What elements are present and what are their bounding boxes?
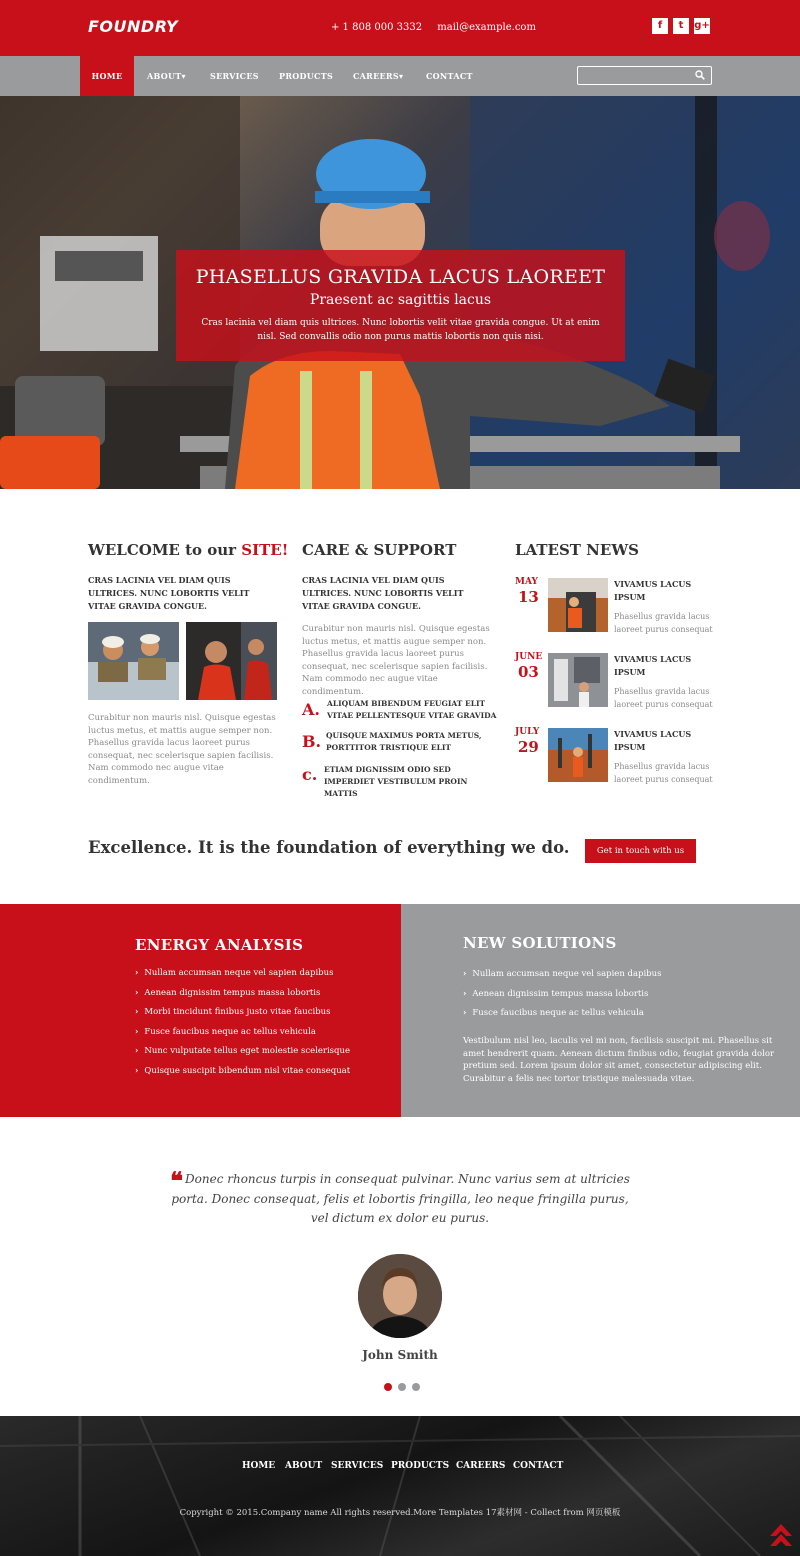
hero-subtitle: Praesent ac sagittis lacus (309, 292, 492, 308)
solutions-title: NEW SOLUTIONS (463, 934, 617, 952)
footer-nav-contact[interactable]: CONTACT (513, 1461, 564, 1471)
hero-text: Cras lacinia vel diam quis ultrices. Nunc lobortis velit vitae gravida congue. Ut at enim nisl. Sed convallis odio non purus mattis lobortis non quis nisi. (201, 318, 600, 342)
chevron-right-icon: › (135, 1007, 139, 1017)
energy-item-text: Fusce faucibus neque ac tellus vehicula (144, 1027, 316, 1037)
caret-down-icon: ▾ (398, 71, 404, 81)
energy-list-item (135, 1027, 316, 1037)
copyright-text: Copyright © 2015.Company name All rights reserved.More Templates 17素材网 - Collect from 网页模板 (179, 1508, 621, 1518)
footer-nav-careers[interactable]: CAREERS (456, 1461, 506, 1471)
solutions-list-item (463, 989, 648, 999)
welcome-body: Curabitur non mauris nisl. Quisque egestas luctus metus, et mattis augue semper non. Phasellus gravida lacus laoreet purus consequat, nec scelerisque sapien facilisis. Nam commodo nec augue vitae condimentum. (88, 713, 276, 786)
welcome-photo-1 (88, 622, 179, 700)
chevron-right-icon: › (135, 1027, 139, 1037)
nav-careers-label: CAREERS (353, 71, 399, 81)
footer-nav-about[interactable]: ABOUT (285, 1461, 323, 1471)
news-thumb-2[interactable] (548, 653, 608, 707)
news-day: 29 (518, 738, 539, 756)
footer (0, 1416, 800, 1556)
solutions-list-item (463, 1008, 644, 1018)
news-item-title[interactable]: VIVAMUS LACUS IPSUM (614, 729, 692, 752)
energy-analysis-panel (0, 904, 401, 1117)
solutions-list-item (463, 969, 661, 979)
energy-list-item (135, 1066, 350, 1076)
welcome-title-highlight: SITE! (241, 541, 289, 559)
nav-home-label: HOME (91, 71, 123, 81)
social-links (652, 18, 710, 34)
news-title: LATEST NEWS (515, 541, 639, 559)
care-title: CARE & SUPPORT (302, 541, 457, 559)
list-letter-b: B. (302, 732, 322, 751)
email-link[interactable]: mail@example.com (437, 22, 536, 33)
caret-down-icon: ▾ (181, 71, 186, 81)
facebook-icon[interactable]: f (652, 18, 668, 34)
carousel-dot[interactable] (398, 1383, 406, 1391)
avatar (358, 1254, 442, 1338)
news-item-text: Phasellus gravida lacus laoreet purus consequat (614, 762, 713, 784)
energy-item-text: Nullam accumsan neque vel sapien dapibus (144, 968, 334, 978)
news-item-text: Phasellus gravida lacus laoreet purus consequat (614, 612, 713, 634)
nav-products[interactable] (279, 56, 333, 96)
footer-background-image (0, 1416, 800, 1556)
nav-careers[interactable] (353, 56, 403, 96)
energy-title: ENERGY ANALYSIS (135, 936, 304, 954)
quote-text: Donec rhoncus turpis in consequat pulvinar. Nunc varius sem at ultricies porta. Donec consequat, felis et lobortis fringilla, leo neque fringilla purus, vel dictum ex dolor eu purus. (171, 1172, 630, 1225)
nav-home[interactable] (80, 56, 134, 96)
news-thumb-1[interactable] (548, 578, 608, 632)
chevron-right-icon: › (463, 989, 467, 999)
nav-services-label: SERVICES (210, 71, 259, 81)
main-nav (0, 56, 800, 96)
energy-item-text: Morbi tincidunt finibus justo vitae faucibus (144, 1007, 331, 1017)
energy-item-text: Nunc vulputate tellus eget molestie scelerisque (144, 1046, 350, 1056)
energy-list-item (135, 988, 320, 998)
solutions-paragraph: Vestibulum nisl leo, iaculis vel mi non, facilisis suscipit mi. Phasellus sit amet hendrerit quam. Aenean dictum finibus odio, feugiat gravida dolor pretium sed. Lorem ipsum dolor sit amet, consectetur adipiscing elit. Curabitur a felis nec tortor tristique malesuada vitae. (463, 1036, 775, 1084)
energy-list-item (135, 1046, 350, 1056)
care-list-item: ETIAM DIGNISSIM ODIO SED IMPERDIET VESTIBULUM PROIN MATTIS (324, 765, 468, 798)
avatar-image (358, 1254, 442, 1338)
news-thumb-3[interactable] (548, 728, 608, 782)
footer-nav-home[interactable]: HOME (242, 1461, 276, 1471)
welcome-photo-2 (186, 622, 277, 700)
quote-icon: ❝ (170, 1166, 184, 1195)
hero-banner (0, 96, 800, 489)
news-item-text: Phasellus gravida lacus laoreet purus consequat (614, 687, 713, 709)
care-lead: CRAS LACINIA VEL DIAM QUIS ULTRICES. NUNC LOBORTIS VELIT VITAE GRAVIDA CONGUE. (302, 575, 464, 611)
search-input[interactable] (577, 66, 712, 85)
news-month: JULY (515, 727, 540, 737)
solutions-item-text: Fusce faucibus neque ac tellus vehicula (472, 1008, 644, 1018)
back-to-top-icon[interactable] (770, 1524, 792, 1552)
hero-caption (176, 250, 625, 361)
chevron-right-icon: › (463, 1008, 467, 1018)
welcome-title (88, 541, 288, 559)
chevron-right-icon: › (463, 969, 467, 979)
google-plus-icon[interactable]: g+ (694, 18, 710, 34)
care-list-item: ALIQUAM BIBENDUM FEUGIAT ELIT VITAE PELLENTESQUE VITAE GRAVIDA (327, 699, 497, 720)
search-icon[interactable] (695, 70, 705, 80)
welcome-title-text: WELCOME to our (88, 541, 237, 559)
nav-services[interactable] (210, 56, 259, 96)
carousel-dot[interactable] (412, 1383, 420, 1391)
solutions-item-text: Nullam accumsan neque vel sapien dapibus (472, 969, 662, 979)
news-day: 13 (518, 588, 539, 606)
energy-item-text: Aenean dignissim tempus massa lobortis (144, 988, 321, 998)
testimonial-author: John Smith (362, 1348, 438, 1362)
nav-contact[interactable] (426, 56, 473, 96)
energy-item-text: Quisque suscipit bibendum nisl vitae consequat (144, 1066, 351, 1076)
chevron-right-icon: › (135, 988, 139, 998)
care-body: Curabitur non mauris nisl. Quisque egestas luctus metus, et mattis augue semper non. Phasellus gravida lacus laoreet purus consequat, nec scelerisque sapien facilisis. Nam commodo nec augue vitae condimentum. (302, 624, 490, 697)
solutions-item-text: Aenean dignissim tempus massa lobortis (472, 989, 649, 999)
list-letter-a: A. (302, 700, 320, 719)
tagline: Excellence. It is the foundation of everything we do. (88, 838, 570, 857)
new-solutions-panel (401, 904, 800, 1117)
twitter-icon[interactable]: t (673, 18, 689, 34)
care-list-item: QUISQUE MAXIMUS PORTA METUS, PORTTITOR TRISTIQUE ELIT (326, 731, 482, 752)
top-bar (0, 0, 800, 56)
energy-list-item (135, 968, 333, 978)
carousel-dot[interactable] (384, 1383, 392, 1391)
news-day: 03 (518, 663, 539, 681)
list-letter-c: c. (302, 765, 318, 784)
news-item-title[interactable]: VIVAMUS LACUS IPSUM (614, 579, 692, 602)
news-month: MAY (515, 577, 538, 587)
nav-about[interactable] (147, 56, 186, 96)
nav-products-label: PRODUCTS (279, 71, 334, 81)
news-item-title[interactable]: VIVAMUS LACUS IPSUM (614, 654, 692, 677)
phone-number: + 1 808 000 3332 (331, 22, 423, 33)
energy-list-item (135, 1007, 330, 1017)
news-month: JUNE (515, 652, 543, 662)
contact-info (331, 22, 548, 33)
nav-contact-label: CONTACT (426, 71, 473, 81)
site-logo[interactable]: FOUNDRY (88, 17, 179, 36)
nav-about-label: ABOUT (147, 71, 182, 81)
footer-nav-services[interactable]: SERVICES (331, 1461, 384, 1471)
chevron-right-icon: › (135, 1066, 139, 1076)
welcome-lead: CRAS LACINIA VEL DIAM QUIS ULTRICES. NUNC LOBORTIS VELIT VITAE GRAVIDA CONGUE. (88, 575, 250, 611)
chevron-right-icon: › (135, 1046, 139, 1056)
get-in-touch-button[interactable]: Get in touch with us (585, 839, 696, 863)
hero-title: PHASELLUS GRAVIDA LACUS LAOREET (195, 266, 606, 288)
testimonial-quote (170, 1166, 630, 1228)
chevron-right-icon: › (135, 968, 139, 978)
footer-nav-products[interactable]: PRODUCTS (391, 1461, 450, 1471)
